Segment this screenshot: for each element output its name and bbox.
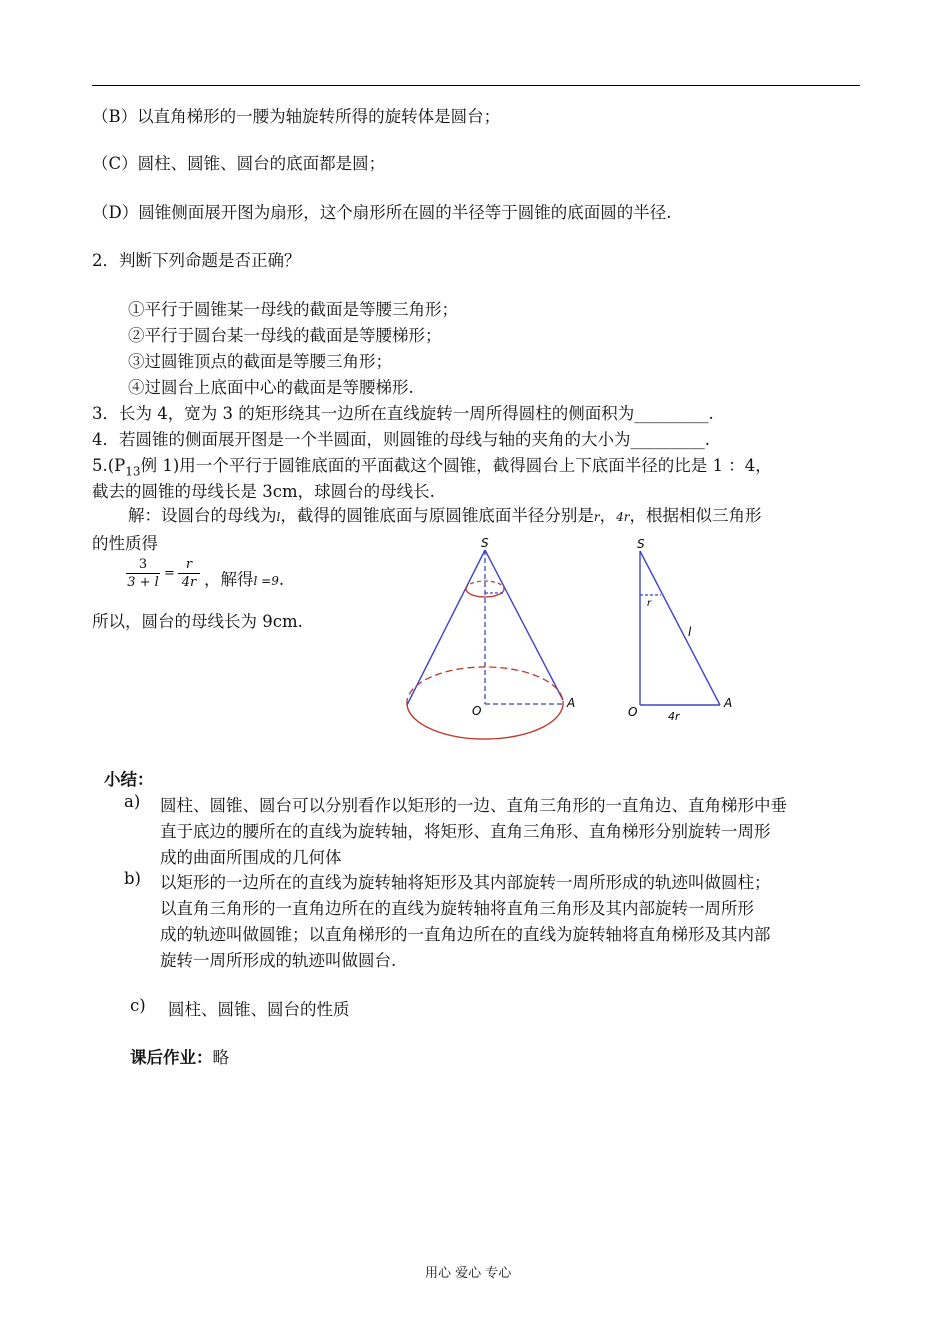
triangle-label-a: A	[724, 696, 733, 710]
cone-right-edge	[485, 550, 563, 700]
summary-b-line-2: 以直角三角形的一直角边所在的直线为旋转轴将直角三角形及其内部旋转一周所形	[160, 899, 754, 918]
option-b: （B）以直角梯形的一腰为轴旋转所得的旋转体是圆台；	[92, 107, 501, 126]
homework-value: 略	[212, 1048, 229, 1067]
solution-text-2: ，截得的圆锥底面与原圆锥底面半径分别是	[280, 506, 594, 525]
fraction-right	[178, 557, 200, 590]
triangle-figure	[625, 535, 745, 735]
cone-base-front	[407, 701, 563, 739]
summary-a-line-2: 直于底边的腰所在的直线为旋转轴，将矩形、直角三角形、直角梯形分别旋转一周形	[160, 822, 771, 841]
fraction-left-denominator: 3 + l	[127, 575, 159, 590]
solve-value: l =9	[253, 574, 279, 588]
option-d: （D）圆锥侧面展开图为扇形，这个扇形所在圆的半径等于圆锥的底面圆的半径.	[92, 203, 672, 222]
option-c: （C）圆柱、圆锥、圆台的底面都是圆；	[92, 154, 386, 173]
summary-c-mark: c)	[130, 996, 146, 1015]
summary-c-text: 圆柱、圆锥、圆台的性质	[168, 1000, 350, 1019]
solution-text-3: ，根据相似三角形	[629, 506, 762, 525]
equals-sign: =	[164, 566, 175, 581]
cone-label-o: O	[472, 704, 482, 718]
var-4r: 4r	[616, 510, 630, 524]
triangle-hypotenuse	[640, 551, 720, 705]
cone-label-s: S	[481, 536, 489, 550]
summary-a-line-3: 成的曲面所围成的几何体	[160, 848, 342, 867]
q2-item-1: ①平行于圆锥某一母线的截面是等腰三角形；	[128, 300, 458, 319]
question-2-title: 2．判断下列命题是否正确？	[92, 251, 301, 270]
triangle-label-r: r	[647, 598, 652, 609]
solve-result	[204, 566, 284, 590]
q2-item-3: ③过圆锥顶点的截面是等腰三角形；	[128, 352, 392, 371]
summary-a-mark: a)	[124, 792, 141, 811]
question-5-line-1	[92, 452, 772, 478]
page-footer: 用心 爱心 专心	[425, 1266, 512, 1281]
triangle-label-4r: 4r	[668, 710, 680, 723]
fraction-right-denominator: 4r	[181, 575, 197, 590]
summary-b-mark: b)	[124, 869, 141, 888]
q2-item-2: ②平行于圆台某一母线的截面是等腰梯形；	[128, 326, 442, 345]
triangle-label-s: S	[637, 537, 645, 551]
question-3: 3．长为 4，宽为 3 的矩形绕其一边所在直线旋转一周所得圆柱的侧面积为_________.	[92, 404, 714, 423]
solution-comma: ，	[599, 506, 617, 525]
triangle-label-l: l	[688, 625, 692, 639]
q5-page-subscript: 13	[125, 464, 141, 479]
solution-text-1: 解：设圆台的母线为	[128, 506, 277, 525]
solution-line-1	[128, 502, 761, 526]
summary-a-line-1: 圆柱、圆锥、圆台可以分别看作以矩形的一边、直角三角形的一直角边、直角梯形中垂	[160, 796, 787, 815]
solve-end: .	[278, 570, 285, 589]
fraction-right-numerator: r	[185, 557, 193, 572]
question-5-line-2: 截去的圆锥的母线长是 3cm，球圆台的母线长.	[92, 482, 435, 501]
q2-item-4: ④过圆台上底面中心的截面是等腰梯形.	[128, 378, 414, 397]
fraction-left	[126, 557, 160, 590]
q5-text: 例 1)用一个平行于圆锥底面的平面截这个圆锥，截得圆台上下底面半径的比是 1 ：4，	[140, 456, 772, 475]
summary-heading: 小结：	[104, 770, 154, 789]
cone-figure	[395, 535, 595, 745]
summary-b-line-3: 成的轨迹叫做圆锥；以直角梯形的一直角边所在的直线为旋转轴将直角梯形及其内部	[160, 925, 771, 944]
homework-label: 课后作业：	[130, 1048, 213, 1067]
var-r: r	[593, 510, 600, 524]
solution-conclusion: 所以，圆台的母线长为 9cm.	[92, 612, 303, 631]
solution-line-2: 的性质得	[92, 534, 158, 553]
question-4: 4．若圆锥的侧面展开图是一个半圆面，则圆锥的母线与轴的夹角的大小为_________.	[92, 430, 710, 449]
triangle-label-o: O	[628, 705, 638, 719]
cone-left-edge	[407, 550, 485, 705]
summary-b-line-1: 以矩形的一边所在的直线为旋转轴将矩形及其内部旋转一周所形成的轨迹叫做圆柱；	[160, 873, 771, 892]
header-rule	[92, 85, 860, 86]
var-l: l	[276, 510, 281, 524]
homework	[130, 1044, 229, 1068]
q5-prefix: 5.(P	[92, 456, 126, 475]
summary-b-line-4: 旋转一周所形成的轨迹叫做圆台.	[160, 951, 397, 970]
cone-label-a: A	[567, 696, 576, 710]
solve-prefix: ，解得	[204, 570, 254, 589]
fraction-left-numerator: 3	[138, 557, 148, 572]
